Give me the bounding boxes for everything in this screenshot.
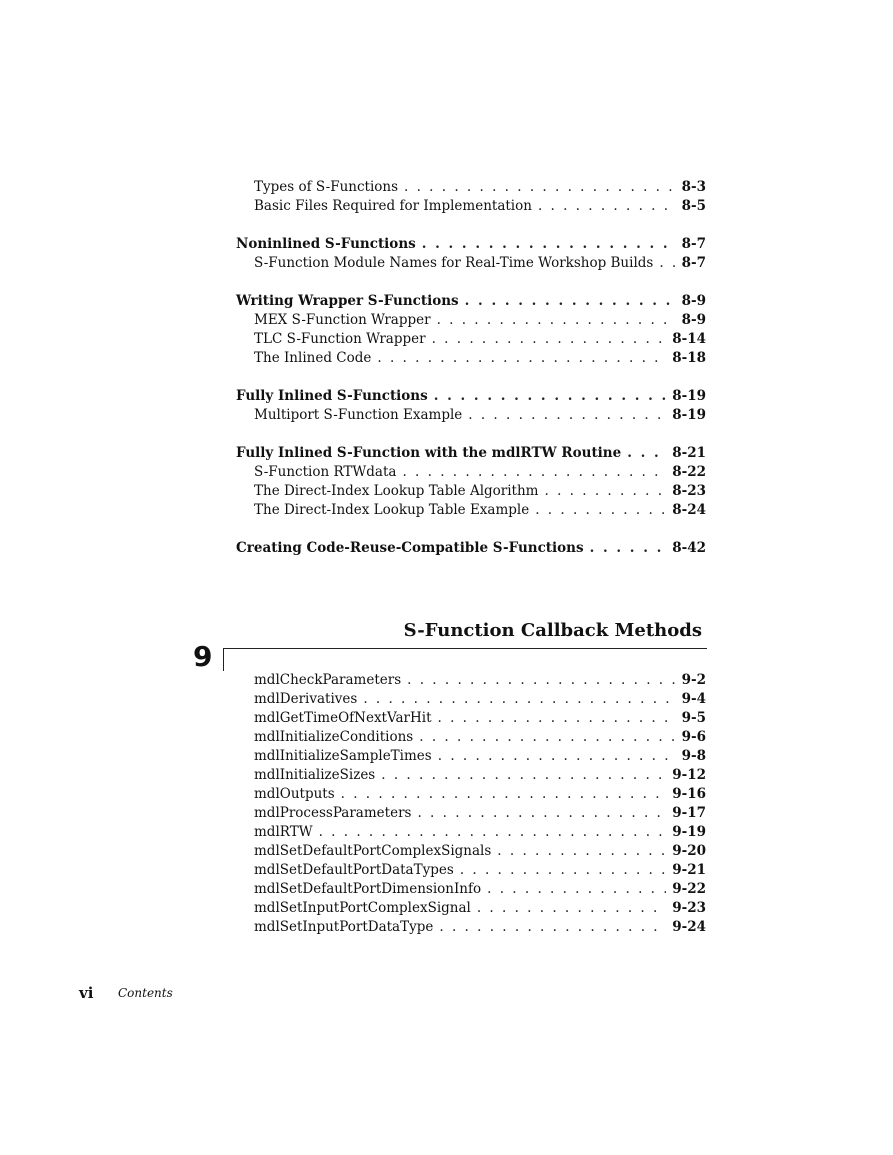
toc-entry-title: mdlSetDefaultPortDimensionInfo — [254, 881, 482, 897]
toc-entry-title: mdlOutputs — [254, 786, 335, 802]
toc-heading-entry[interactable] — [236, 444, 706, 463]
toc-gap — [236, 273, 706, 292]
toc-entry-page: 8-9 — [681, 312, 706, 328]
toc-entry-title: Noninlined S-Functions — [236, 236, 416, 252]
toc-entry-page: 8-19 — [672, 407, 706, 423]
toc-entry-page: 9-17 — [672, 805, 706, 821]
toc-entry[interactable] — [236, 501, 706, 520]
toc-entry-page: 9-2 — [681, 672, 706, 688]
toc-entry-title: TLC S-Function Wrapper — [254, 331, 426, 347]
toc-entry-title: Creating Code-Reuse-Compatible S-Functions — [236, 540, 584, 556]
toc-entry-page: 8-5 — [681, 198, 706, 214]
dot-leader — [363, 690, 675, 709]
dot-leader — [377, 349, 666, 368]
footer-label: Contents — [118, 986, 173, 1000]
toc-entry-title: Fully Inlined S-Functions — [236, 388, 428, 404]
toc-entry[interactable] — [236, 254, 706, 273]
toc-entry-title: Types of S-Functions — [254, 179, 399, 195]
toc-entry-page: 8-7 — [681, 236, 706, 252]
toc-section-8 — [236, 178, 706, 558]
toc-entry-page: 9-12 — [672, 767, 706, 783]
toc-entry-page: 8-19 — [672, 388, 706, 404]
toc-entry-title: Fully Inlined S-Function with the mdlRTW Routine — [236, 445, 622, 461]
toc-entry-page: 8-9 — [681, 293, 706, 309]
toc-entry-page: 9-6 — [681, 729, 706, 745]
dot-leader — [422, 235, 676, 254]
toc-entry-title: mdlGetTimeOfNextVarHit — [254, 710, 432, 726]
dot-leader — [381, 766, 666, 785]
toc-entry-title: mdlProcessParameters — [254, 805, 412, 821]
toc-entry-title: MEX S-Function Wrapper — [254, 312, 431, 328]
toc-entry[interactable] — [236, 747, 706, 766]
toc-entry[interactable] — [236, 823, 706, 842]
dot-leader — [438, 747, 676, 766]
toc-entry-title: mdlInitializeSizes — [254, 767, 376, 783]
dot-leader — [538, 197, 676, 216]
toc-entry-title: S-Function Module Names for Real-Time Workshop Builds — [254, 255, 654, 271]
toc-entry[interactable] — [236, 311, 706, 330]
toc-entry[interactable] — [236, 842, 706, 861]
toc-entry-page: 9-5 — [681, 710, 706, 726]
dot-leader — [439, 918, 666, 937]
toc-entry-title: The Direct-Index Lookup Table Algorithm — [254, 483, 539, 499]
toc-entry-title: The Inlined Code — [254, 350, 372, 366]
toc-entry-title: Basic Files Required for Implementation — [254, 198, 532, 214]
toc-entry-page: 8-23 — [672, 483, 706, 499]
toc-entry-title: mdlDerivatives — [254, 691, 358, 707]
toc-entry[interactable] — [236, 880, 706, 899]
toc-entry-page: 9-23 — [672, 900, 706, 916]
toc-entry[interactable] — [236, 804, 706, 823]
dot-leader — [590, 539, 667, 558]
toc-gap — [236, 368, 706, 387]
dot-leader — [404, 178, 676, 197]
toc-heading-entry[interactable] — [236, 292, 706, 311]
dot-leader — [432, 330, 667, 349]
toc-entry[interactable] — [236, 671, 706, 690]
chapter-rule — [223, 648, 707, 671]
toc-entry-page: 8-3 — [681, 179, 706, 195]
dot-leader — [419, 728, 675, 747]
toc-entry-title: mdlRTW — [254, 824, 313, 840]
dot-leader — [477, 899, 666, 918]
dot-leader — [487, 880, 666, 899]
toc-entry-page: 8-22 — [672, 464, 706, 480]
toc-entry-page: 8-42 — [672, 540, 706, 556]
toc-gap — [236, 520, 706, 539]
toc-entry[interactable] — [236, 918, 706, 937]
toc-entry-title: mdlSetDefaultPortComplexSignals — [254, 843, 492, 859]
toc-entry-title: mdlInitializeConditions — [254, 729, 414, 745]
toc-entry-page: 9-19 — [672, 824, 706, 840]
toc-gap — [236, 216, 706, 235]
toc-entry[interactable] — [236, 197, 706, 216]
chapter-title: S-Function Callback Methods — [403, 620, 702, 641]
dot-leader — [434, 387, 666, 406]
toc-entry-page: 9-22 — [672, 881, 706, 897]
toc-entry-title: The Direct-Index Lookup Table Example — [254, 502, 530, 518]
toc-entry[interactable] — [236, 330, 706, 349]
dot-leader — [417, 804, 666, 823]
toc-section-9 — [236, 671, 706, 937]
toc-entry-title: Writing Wrapper S-Functions — [236, 293, 459, 309]
toc-entry-title: S-Function RTWdata — [254, 464, 397, 480]
toc-entry-page: 8-24 — [672, 502, 706, 518]
toc-entry[interactable] — [236, 709, 706, 728]
toc-entry[interactable] — [236, 178, 706, 197]
toc-entry-title: mdlInitializeSampleTimes — [254, 748, 432, 764]
chapter-number: 9 — [193, 640, 213, 673]
toc-heading-entry[interactable] — [236, 539, 706, 558]
toc-entry[interactable] — [236, 861, 706, 880]
toc-entry[interactable] — [236, 766, 706, 785]
toc-entry-page: 8-21 — [672, 445, 706, 461]
toc-entry[interactable] — [236, 728, 706, 747]
toc-entry-title: mdlSetInputPortComplexSignal — [254, 900, 471, 916]
toc-entry-title: mdlSetDefaultPortDataTypes — [254, 862, 454, 878]
toc-entry-page: 9-4 — [681, 691, 706, 707]
toc-entry-page: 9-8 — [681, 748, 706, 764]
dot-leader — [659, 254, 675, 273]
dot-leader — [402, 463, 666, 482]
toc-entry-page: 9-20 — [672, 843, 706, 859]
toc-entry-page: 9-16 — [672, 786, 706, 802]
toc-entry-page: 8-18 — [672, 350, 706, 366]
dot-leader — [438, 709, 676, 728]
dot-leader — [465, 292, 676, 311]
toc-entry[interactable] — [236, 899, 706, 918]
dot-leader — [535, 501, 666, 520]
dot-leader — [627, 444, 666, 463]
dot-leader — [319, 823, 667, 842]
toc-entry-page: 8-14 — [672, 331, 706, 347]
toc-entry-page: 9-24 — [672, 919, 706, 935]
toc-entry[interactable] — [236, 785, 706, 804]
dot-leader — [497, 842, 666, 861]
toc-entry[interactable] — [236, 349, 706, 368]
toc-entry-page: 9-21 — [672, 862, 706, 878]
dot-leader — [544, 482, 666, 501]
dot-leader — [460, 861, 666, 880]
toc-gap — [236, 425, 706, 444]
toc-entry-page: 8-7 — [681, 255, 706, 271]
toc-entry[interactable] — [236, 482, 706, 501]
dot-leader — [437, 311, 676, 330]
footer-page-number: vi — [79, 984, 94, 1002]
dot-leader — [341, 785, 667, 804]
dot-leader — [407, 671, 675, 690]
toc-entry-title: mdlSetInputPortDataType — [254, 919, 434, 935]
toc-entry[interactable] — [236, 690, 706, 709]
toc-entry[interactable] — [236, 406, 706, 425]
toc-heading-entry[interactable] — [236, 387, 706, 406]
toc-entry-title: mdlCheckParameters — [254, 672, 402, 688]
toc-heading-entry[interactable] — [236, 235, 706, 254]
dot-leader — [468, 406, 666, 425]
toc-entry[interactable] — [236, 463, 706, 482]
toc-entry-title: Multiport S-Function Example — [254, 407, 463, 423]
